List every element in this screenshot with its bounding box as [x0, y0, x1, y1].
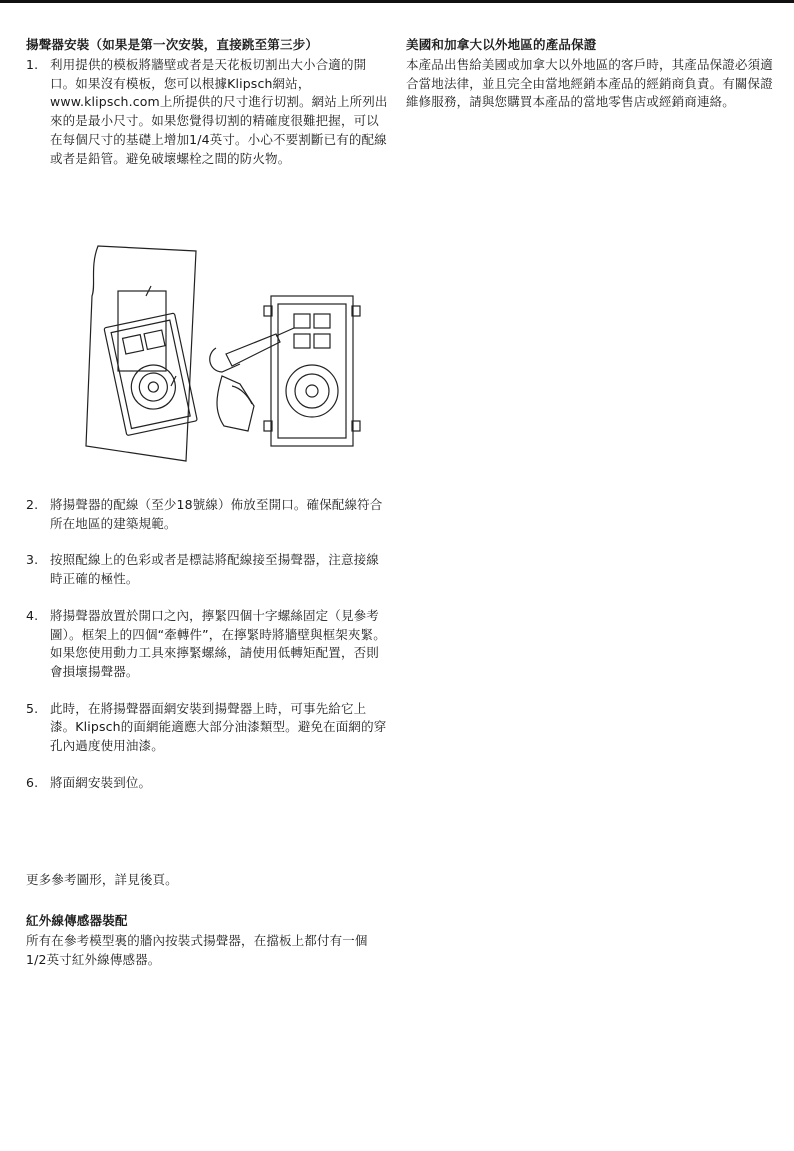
step-text: 將揚聲器的配線（至少18號線）佈放至開口。確保配線符合所在地區的建築規範。 — [50, 497, 383, 531]
ir-sensor-heading: 紅外線傳感器裝配 — [26, 913, 128, 928]
installation-illustration — [26, 236, 388, 466]
step-text: 按照配線上的色彩或者是標誌將配線接至揚聲器，注意接線時正確的極性。 — [50, 552, 379, 587]
ir-sensor-text: 所有在參考模型裏的牆內按裝式揚聲器，在擋板上都付有一個1/2英寸紅外線傳感器。 — [26, 933, 368, 967]
step-text: 此時，在將揚聲器面網安裝到揚聲器上時，可事先給它上漆。Klipsch的面網能適應大部分油漆類型。避免在面網的穿孔內過度使用油漆。 — [50, 700, 387, 754]
warranty-section — [406, 36, 774, 112]
step-text: 將揚聲器放置於開口之內，擰緊四個十字螺絲固定（見參考圖）。框架上的四個“牽轉件”，在擰緊時將牆壁與框架夾緊。如果您使用動力工具來擰緊螺絲，請使用低轉矩配置，否則會損壞揚聲器。 — [50, 607, 386, 679]
step-number: 1. — [26, 57, 39, 72]
more-figures-note: 更多參考圖形，詳見後頁。 — [26, 872, 178, 887]
step-6 — [26, 774, 388, 793]
installation-steps — [26, 496, 388, 810]
installation-section — [26, 36, 388, 168]
step-number: 2. — [26, 497, 39, 512]
step-number: 4. — [26, 607, 39, 623]
step-number: 6. — [26, 774, 39, 790]
ir-sensor-section — [26, 912, 388, 969]
warranty-heading: 美國和加拿大以外地區的產品保證 — [406, 37, 597, 52]
installation-heading: 揚聲器安裝（如果是第一次安裝，直接跳至第三步） — [26, 37, 319, 52]
step-2 — [26, 496, 388, 533]
step-3 — [26, 551, 388, 588]
step-4 — [26, 607, 388, 682]
warranty-text: 本產品出售給美國或加拿大以外地區的客戶時，其產品保證必須適合當地法律，並且完全由當地經銷本產品的經銷商負責。有關保證維修服務，請與您購買本產品的當地零售店或經銷商連絡。 — [406, 57, 773, 110]
top-rule — [0, 0, 794, 3]
step-5 — [26, 700, 388, 756]
step-number: 3. — [26, 552, 39, 568]
step-text: 利用提供的模板將牆壁或者是天花板切割出大小合適的開口。如果沒有模板，您可以根據Klipsch網站，www.klipsch.com上所提供的尺寸進行切割。網站上所列出來的是最小尺寸。如果您覺得切割的精確度很難把握，可以在每個尺寸的基礎上增加1/4英寸。小心不要割斷已有的配線或者是鉛管。避免破壞螺栓之間的防火物。 — [50, 57, 388, 166]
step-number: 5. — [26, 700, 39, 716]
step-text: 將面網安裝到位。 — [50, 774, 152, 790]
step-1 — [26, 56, 388, 168]
